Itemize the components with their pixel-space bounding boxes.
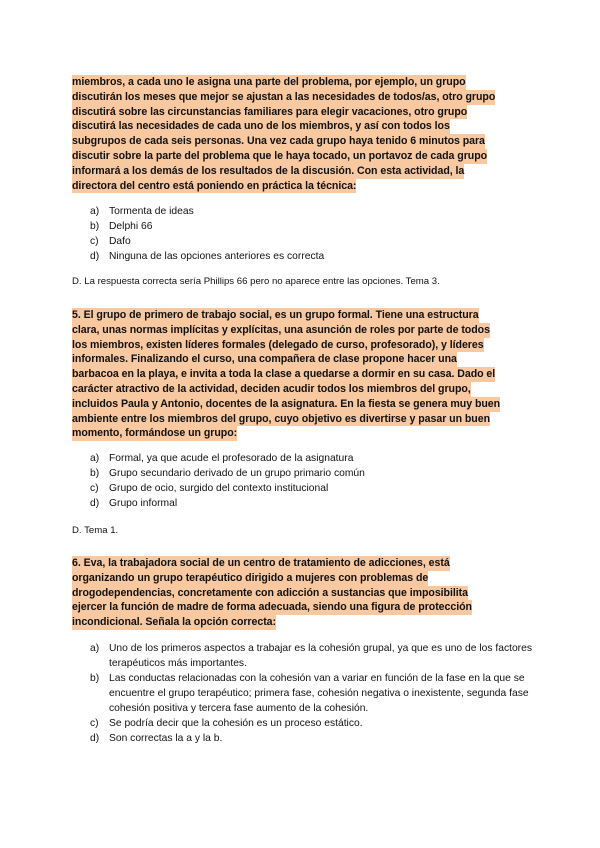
question-6-options: [90, 641, 540, 746]
question-4-text: [72, 72, 512, 190]
option-a: a) Formal, ya que acude el profesorado de la asignatura: [90, 453, 354, 464]
question-line: informará a los demás de los resultados de la discusión. Con esta actividad, la: [72, 164, 465, 177]
option-d: d) Son correctas la a y la b.: [90, 733, 223, 744]
question-line: informales. Finalizando el curso, una compañera de clase propone hacer una: [72, 353, 457, 366]
question-line: incondicional. Señala la opción correcta:: [72, 616, 276, 629]
question-line: drogodependencias, concretamente con adicción a sustancias que imposibilita: [72, 586, 468, 599]
question-line: discutirán los meses que mejor se ajustan a las necesidades de todos/as, otro grupo: [72, 90, 496, 103]
option-b: b) Delphi 66: [90, 221, 153, 232]
question-line: discutirá sobre las circunstancias familiares para elegir vacaciones, otro grupo: [72, 105, 468, 118]
question-line: discutirá las necesidades de cada uno de los miembros, y así con todos los: [72, 120, 450, 133]
question-line: discutir sobre la parte del problema que le haya tocado, un portavoz de cada grupo: [72, 149, 488, 162]
question-line: clara, unas normas implícitas y explícitas, una asunción de roles por parte de todos: [72, 323, 490, 336]
option-a: a) Uno de los primeros aspectos a trabajar es la cohesión grupal, ya que es uno de los factores terapéuticos más importantes.: [90, 643, 532, 669]
question-line: ejercer la función de madre de forma adecuada, siendo una figura de protección: [72, 601, 472, 614]
question-line: los miembros, existen líderes formales (delegado de curso, profesorado), y líderes: [72, 338, 484, 351]
question-line: directora del centro está poniendo en práctica la técnica:: [72, 179, 357, 192]
option-d: d) Ninguna de las opciones anteriores es correcta: [90, 251, 325, 262]
question-line: 5. El grupo de primero de trabajo social, es un grupo formal. Tiene una estructura: [72, 309, 479, 321]
question-line: ambiente entre los miembros del grupo, cuyo objetivo es divertirse y pasar un buen: [72, 412, 490, 425]
question-5-options: [90, 451, 540, 511]
question-line: 6. Eva, la trabajadora social de un centro de tratamiento de adicciones, está: [72, 557, 450, 569]
option-c: c) Dafo: [90, 236, 131, 247]
option-d: d) Grupo informal: [90, 498, 178, 509]
option-b: b) Las conductas relacionadas con la cohesión van a variar en función de la fase en la que se encuentre el grupo terapéutico; primera fase, cohesión negativa o inexistente, segunda fase cohesión positiva y tercera fase aumento de la cohesión.: [90, 673, 529, 714]
question-line: organizando un grupo terapéutico dirigido a mujeres con problemas de: [72, 571, 429, 584]
question-line: miembros, a cada uno le asigna una parte del problema, por ejemplo, un grupo: [72, 76, 466, 88]
question-line: momento, formándose un grupo:: [72, 427, 238, 440]
option-c: c) Se podría decir que la cohesión es un proceso estático.: [90, 718, 363, 729]
question-line: barbacoa en la playa, e invita a toda la clase a quedarse a dormir en su casa. Dado el: [72, 368, 496, 381]
question-5-text: [72, 305, 512, 438]
question-4-options: [90, 204, 540, 264]
question-line: subgrupos de cada seis personas. Una vez cada grupo haya tenido 6 minutos para: [72, 135, 485, 148]
question-4-answer: D. La respuesta correcta sería Phillips 66 pero no aparece entre las opciones. Tema 3.: [72, 276, 440, 287]
option-c: c) Grupo de ocio, surgido del contexto institucional: [90, 483, 329, 494]
option-a: a) Tormenta de ideas: [90, 206, 194, 217]
question-line: incluidos Paula y Antonio, docentes de la asignatura. En la fiesta se genera muy buen: [72, 397, 501, 410]
option-b: b) Grupo secundario derivado de un grupo primario común: [90, 468, 365, 479]
question-6-text: [72, 553, 512, 627]
question-line: carácter atractivo de la actividad, deciden acudir todos los miembros del grupo,: [72, 382, 471, 395]
question-5-answer: D. Tema 1.: [72, 525, 119, 536]
